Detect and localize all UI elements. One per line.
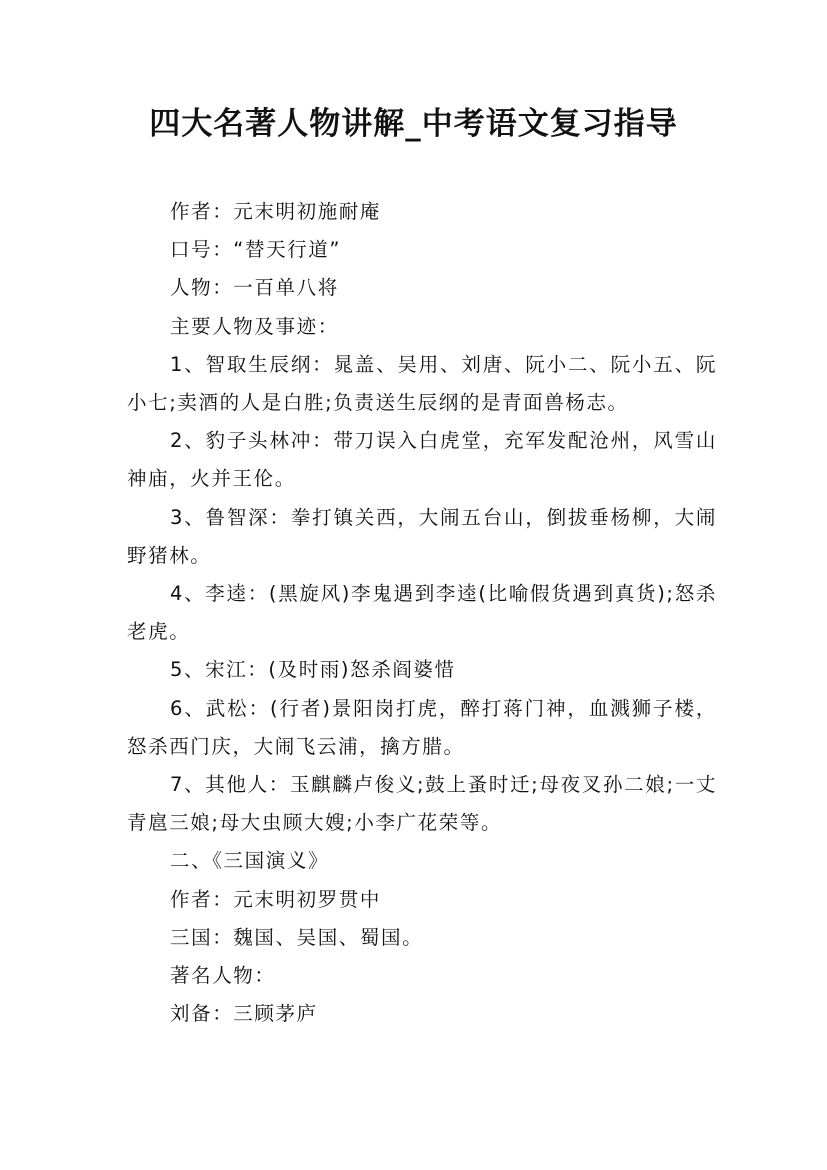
paragraph-item-4: 4、李逵：(黑旋风)李鬼遇到李逵(比喻假货遇到真货);怒杀老虎。 (127, 582, 717, 644)
paragraph-item-7: 7、其他人：玉麒麟卢俊义;鼓上蚤时迁;母夜叉孙二娘;一丈青扈三娘;母大虫顾大嫂;小李广花荣等。 (127, 773, 717, 835)
paragraph-author: 作者：元末明初施耐庵 (170, 200, 382, 223)
paragraph-liubei: 刘备：三顾茅庐 (170, 1002, 318, 1026)
paragraph-item-5: 5、宋江：(及时雨)怒杀阎婆惜 (170, 658, 456, 682)
paragraph-three-kingdoms: 三国：魏国、吴国、蜀国。 (170, 925, 424, 949)
paragraph-main-heading: 主要人物及事迹： (170, 314, 339, 338)
document-title: 四大名著人物讲解_中考语文复习指导 (149, 106, 678, 142)
paragraph-item-3: 3、鲁智深：拳打镇关西，大闹五台山，倒拔垂杨柳，大闹野猪林。 (127, 505, 717, 567)
paragraph-slogan: 口号：“替天行道” (170, 238, 342, 262)
paragraph-famous-characters: 著名人物： (170, 964, 276, 988)
section-heading-sanguo: 二、《三国演义》 (170, 849, 330, 873)
paragraph-item-1: 1、智取生辰纲：晁盖、吴用、刘唐、阮小二、阮小五、阮小七;卖酒的人是白胜;负责送生辰纲的是青面兽杨志。 (127, 352, 717, 415)
paragraph-item-6: 6、武松：(行者)景阳岗打虎，醉打蒋门神，血溅狮子楼，怒杀西门庆，大闹飞云浦，擒方腊。 (127, 696, 717, 758)
document-body (127, 193, 717, 1033)
paragraph-item-2: 2、豹子头林冲：带刀误入白虎堂，充军发配沧州，风雪山神庙，火并王伦。 (127, 429, 717, 491)
paragraph-sanguo-author: 作者：元末明初罗贯中 (170, 887, 382, 911)
paragraph-characters: 人物：一百单八将 (170, 276, 339, 300)
